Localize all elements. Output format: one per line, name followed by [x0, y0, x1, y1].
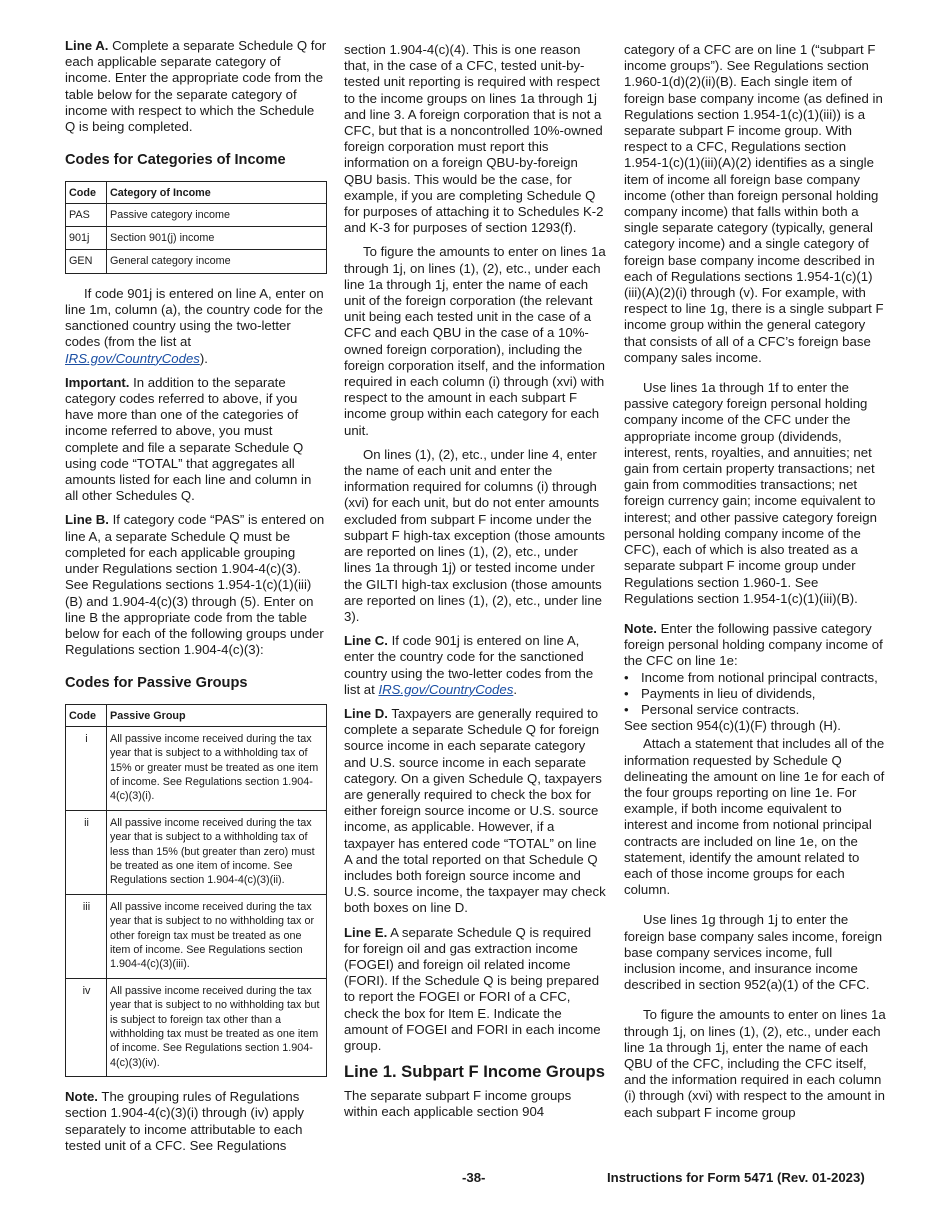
important-text: In addition to the separate category codes referred to above, if you have more than one of the categories of income referred to above, you must complete and file a separate Schedule Q using code “TOTAL” that aggregates all amounts listed for each line and column in all other Schedules Q.	[65, 374, 312, 504]
code-cell: iv	[66, 978, 107, 1076]
country-codes-link[interactable]: IRS.gov/CountryCodes	[65, 350, 200, 366]
desc-cell: Passive category income	[107, 203, 327, 226]
code-cell: 901j	[66, 227, 107, 250]
line-e-label: Line E.	[344, 924, 388, 940]
line-e-paragraph	[344, 925, 606, 1055]
column-3	[624, 42, 886, 1129]
page-number: -38-	[462, 1170, 486, 1185]
paragraph: To figure the amounts to enter on lines 1a through 1j, on lines (1), (2), etc., under each line 1a through 1j, enter the name of each QBU of the CFC, including the CFC itself, and the information required in each column (i) through (xvi) with respect to the amount in each subpart F income group	[624, 1007, 886, 1120]
see-section-text: See section 954(c)(1)(F) through (H).	[624, 718, 841, 734]
table-row	[66, 203, 327, 226]
line-c-paragraph	[344, 633, 606, 698]
table-row	[66, 810, 327, 894]
table-header-row	[66, 705, 327, 726]
column-2	[344, 42, 606, 1129]
bullet-list	[624, 670, 886, 719]
paragraph: The separate subpart F income groups within each applicable section 904	[344, 1088, 572, 1120]
desc-cell: All passive income received during the tax year that is subject to a withholding tax of 15% or greater must be treated as one item of income. See Regulations section 1.904-4(c)(3)(i).	[107, 726, 327, 810]
code-901j-text: If code 901j is entered on line A, enter on line 1m, column (a), the country code for the sanctioned country using the two-letter codes (from the list at	[65, 285, 324, 350]
desc-cell: General category income	[107, 250, 327, 273]
desc-cell: All passive income received during the tax year that is subject to a withholding tax of less than 15% (but greater than zero) must be treated as one item of income. See Regulations section 1.904-4(c)(3)(ii).	[107, 810, 327, 894]
desc-cell: All passive income received during the tax year that is subject to no withholding tax but is subject to foreign tax other than a withholding tax must be treated as one item of income. See Regulations section 1.904-4(c)(3)(iv).	[107, 978, 327, 1076]
line-b-label: Line B.	[65, 512, 109, 528]
line-b-text: If category code “PAS” is entered on line A, a separate Schedule Q must be completed for each applicable grouping under Regulations section 1.904-4(c)(3). See Regulations sections 1.954-1(c)(1)(iii)(B) and 1.904-4(c)(3) through (5). Enter on line B the appropriate code from the table below for each of the following groups under Regulations section 1.904-4(c)(3):	[65, 512, 325, 658]
code-cell: PAS	[66, 203, 107, 226]
country-codes-link[interactable]: IRS.gov/CountryCodes	[378, 681, 514, 697]
note-text: The grouping rules of Regulations section 1.904-4(c)(3)(i) through (iv) apply separately to income attributable to each tested unit of a CFC. See Regulations	[65, 1089, 304, 1153]
line-d-text: Taxpayers are generally required to complete a separate Schedule Q for foreign source income in each separate category and U.S. source income in each separate category. On a given Schedule Q, taxpayers are generally required to check the box for either foreign source income or U.S. source income, as applicable. However, if a taxpayer has entered code “TOTAL” on line A and the total reported on that Schedule Q includes both foreign source income and U.S. source income, the taxpayer may check both boxes on line D.	[344, 705, 606, 916]
paragraph: section 1.904-4(c)(4). This is one reason that, in the case of a CFC, tested unit-by-tested unit reporting is required with respect to the income groups on lines 1a through 1j and line 3. A foreign corporation that is not a CFC, but that is a noncontrolled 10%-owned foreign corporation must report this information on a foreign QBU-by-foreign QBU basis. This would be the case, for example, if you are completing Schedule Q for purposes of attaching it to Schedules K-2 and K-3 for purposes of section 1293(f).	[344, 42, 604, 236]
table-header-row	[66, 182, 327, 203]
line-a-text: Complete a separate Schedule Q for each applicable separate category of income. Enter the appropriate code from the table below for the separate category of income with respect to which the Schedule Q is being completed.	[65, 38, 327, 135]
table-header-category: Category of Income	[107, 182, 327, 203]
paragraph: category of a CFC are on line 1 (“subpart F income groups”). See Regulations section 1.960-1(d)(2)(ii)(B). Each single item of foreign base company income (as defined in Regulations section 1.954-1(c)(1)(iii)) is a separate subpart F income group. With respect to a CFC, Regulations section 1.954-1(c)(1)(iii)(A)(2) identifies as a single item of income all foreign base company income (other than foreign personal holding company income) that falls within both a single separate category (typically, general category income) and a single category of foreign base company income described in each of Regulations sections 1.954-1(c)(1)(iii)(A)(2)(i) through (v). For example, with respect to line 1g, there is a single subpart F income group within the general category that consists of all of a CFC’s foreign base company sales income.	[624, 42, 884, 365]
table-header-code: Code	[66, 182, 107, 203]
list-item: • Income from notional principal contracts,	[624, 669, 878, 685]
code-cell: ii	[66, 810, 107, 894]
code-901j-post: ).	[199, 350, 208, 366]
line-1-heading: Line 1. Subpart F Income Groups	[344, 1062, 605, 1082]
paragraph: Attach a statement that includes all of the information requested by Schedule Q delineating the amount on line 1e for each of the four groups reporting on line 1e. For example, if both income equivalent to interest and income from notional principal contracts are included on line 1e, on the statement, identify the amount related to each of those income groups for each column.	[624, 736, 885, 898]
note-paragraph	[65, 1089, 327, 1154]
table-row	[66, 250, 327, 273]
code-cell: iii	[66, 894, 107, 978]
table-row	[66, 894, 327, 978]
important-label: Important.	[65, 374, 130, 390]
passive-groups-table	[65, 704, 327, 1077]
column-1	[65, 38, 327, 1162]
desc-cell: Section 901(j) income	[107, 227, 327, 250]
paragraph: Use lines 1g through 1j to enter the foreign base company sales income, foreign base company services income, full inclusion income, and insurance income described in section 952(a)(1) of the CFC.	[624, 912, 883, 993]
code-cell: i	[66, 726, 107, 810]
table-header-group: Passive Group	[107, 705, 327, 726]
table-row	[66, 978, 327, 1076]
code-cell: GEN	[66, 250, 107, 273]
paragraph: Use lines 1a through 1f to enter the passive category foreign personal holding company income of the CFC under the appropriate income group (dividends, interest, rents, royalties, and annuities; net gain from certain property transactions; net gain from commodities transactions; net foreign currency gain; income equivalent to interest; and other passive category foreign personal holding company income of the CFC), each of which is also treated as a separate subpart F income group under Regulations section 1.960-1. See Regulations section 1.954-1(c)(1)(iii)(B).	[624, 380, 877, 606]
list-item-text: Payments in lieu of dividends,	[641, 685, 816, 701]
categories-heading: Codes for Categories of Income	[65, 152, 286, 169]
note-label: Note.	[624, 620, 657, 636]
passive-groups-heading: Codes for Passive Groups	[65, 675, 248, 692]
line-b-paragraph	[65, 512, 327, 658]
note-text: Enter the following passive category foreign personal holding company income of the CFC on line 1e:	[624, 620, 883, 669]
line-d-paragraph	[344, 706, 606, 917]
code-901j-paragraph	[65, 286, 327, 367]
categories-table	[65, 181, 327, 274]
line-d-label: Line D.	[344, 705, 388, 721]
line-c-text: If code 901j is entered on line A, enter the country code for the sanctioned country using the two-letter codes from the list at	[344, 633, 594, 697]
line-c-post: .	[513, 681, 517, 697]
line-e-text: A separate Schedule Q is required for foreign oil and gas extraction income (FOGEI) and foreign oil related income (FORI). If the Schedule Q is being prepared to report the FOGEI or FORI of a CFC, check the box for Item E. Indicate the amount of FOGEI and FORI in each income group.	[344, 924, 601, 1053]
table-row	[66, 227, 327, 250]
line-a-label: Line A.	[65, 38, 109, 53]
list-item: • Personal service contracts.	[624, 701, 800, 717]
paragraph: To figure the amounts to enter on lines 1a through 1j, on lines (1), (2), etc., under each line 1a through 1j, enter the name of each unit of the foreign corporation (the relevant unit being each tested unit in the case of a CFC and each QBU in the case of a 10%-owned foreign corporation), including the foreign corporation itself, and the information required in each column (i) through (xvi) with respect to the amount in each subpart F income group within each category for each unit.	[344, 244, 606, 438]
list-item-text: Income from notional principal contracts,	[641, 669, 878, 685]
line-a-paragraph	[65, 38, 327, 135]
important-paragraph	[65, 375, 327, 505]
note-paragraph	[624, 621, 886, 670]
table-header-code: Code	[66, 705, 107, 726]
list-item: • Payments in lieu of dividends,	[624, 685, 816, 701]
table-row	[66, 726, 327, 810]
list-item-text: Personal service contracts.	[641, 701, 800, 717]
line-c-label: Line C.	[344, 633, 388, 649]
form-reference: Instructions for Form 5471 (Rev. 01-2023)	[607, 1170, 865, 1185]
desc-cell: All passive income received during the tax year that is subject to no withholding tax or other foreign tax must be treated as one item of income. See Regulations section 1.904-4(c)(3)(iii).	[107, 894, 327, 978]
paragraph: On lines (1), (2), etc., under line 4, enter the name of each unit and enter the information required for columns (i) through (xvi) for each unit, but do not enter amounts excluded from subpart F income under the subpart F high-tax exception (those amounts are reported on lines (1), (2), etc., under lines 1a through 1j) or tested income under the GILTI high-tax exclusion (those amounts are reported on lines (1), (2), etc., under line 3).	[344, 446, 605, 624]
note-label: Note.	[65, 1089, 98, 1105]
